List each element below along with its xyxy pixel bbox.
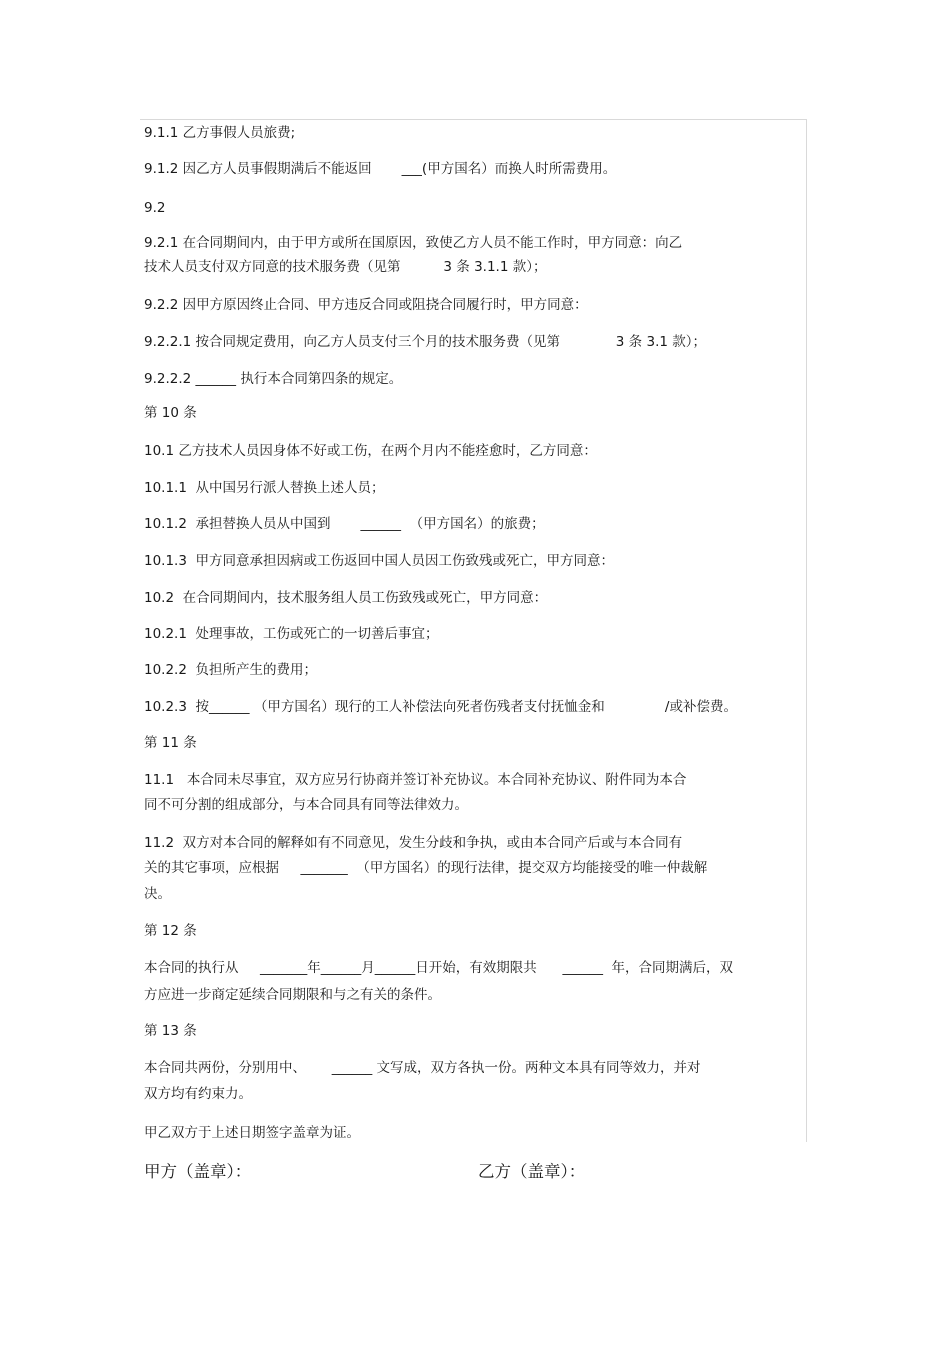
closing-statement: 甲乙双方于上述日期签字盖章为证。 <box>144 1125 360 1141</box>
clause-10-1-2: 10.1.2 承担替换人员从中国到 ______ （甲方国名）的旅费； <box>144 516 545 532</box>
article-11-heading: 第 11 条 <box>144 735 197 751</box>
clause-10-1-1: 10.1.1 从中国另行派人替换上述人员； <box>144 480 385 496</box>
clause-13-line1: 本合同共两份，分别用中、 ______ 文写成，双方各执一份。两种文本具有同等效力，并对 <box>144 1060 701 1076</box>
article-12-heading: 第 12 条 <box>144 923 197 939</box>
clause-10-2-3: 10.2.3 按______ （甲方国名）现行的工人补偿法向死者伤残者支付抚恤金和 /或补偿费。 <box>144 699 737 715</box>
clause-13-line2: 双方均有约束力。 <box>144 1086 252 1102</box>
article-10-heading: 第 10 条 <box>144 405 197 421</box>
clause-10-2-1: 10.2.1 处理事故，工伤或死亡的一切善后事宜； <box>144 626 439 642</box>
article-13-heading: 第 13 条 <box>144 1023 197 1039</box>
clause-10-2: 10.2 在合同期间内，技术服务组人员工伤致残或死亡，甲方同意： <box>144 590 548 606</box>
clause-12-line1: 本合同的执行从 _______年______月______日开始，有效期限共 ______ 年，合同期满后，双 <box>144 960 734 976</box>
clause-12-line2: 方应进一步商定延续合同期限和与之有关的条件。 <box>144 987 441 1003</box>
clause-11-2-line2: 关的其它事项，应根据 _______ （甲方国名）的现行法律，提交双方均能接受的唯一仲裁解 <box>144 860 708 876</box>
clause-9-2-2-1: 9.2.2.1 按合同规定费用，向乙方人员支付三个月的技术服务费（见第 3 条 3.1 款）； <box>144 334 706 350</box>
clause-11-1-line1: 11.1 本合同未尽事宜，双方应另行协商并签订补充协议。本合同补充协议、附件同为本合 <box>144 772 687 788</box>
clause-10-1: 10.1 乙方技术人员因身体不好或工伤，在两个月内不能痊愈时，乙方同意： <box>144 443 597 459</box>
clause-9-2: 9.2 <box>144 200 166 216</box>
clause-9-2-1-line1: 9.2.1 在合同期间内，由于甲方或所在国原因，致使乙方人员不能工作时，甲方同意：向乙 <box>144 235 683 251</box>
clause-9-2-2-2: 9.2.2.2 ______ 执行本合同第四条的规定。 <box>144 371 403 387</box>
clause-9-2-2: 9.2.2 因甲方原因终止合同、甲方违反合同或阻挠合同履行时，甲方同意： <box>144 297 588 313</box>
clause-11-2-line3: 决。 <box>144 886 171 902</box>
clause-10-1-3: 10.1.3 甲方同意承担因病或工伤返回中国人员因工伤致残或死亡，甲方同意： <box>144 553 615 569</box>
clause-9-1-2: 9.1.2 因乙方人员事假期满后不能返回 ___(甲方国名）而换人时所需费用。 <box>144 161 617 177</box>
clause-11-2-line1: 11.2 双方对本合同的解释如有不同意见，发生分歧和争执，或由本合同产后或与本合同有 <box>144 835 683 851</box>
clause-9-2-1-line2: 技术人员支付双方同意的技术服务费（见第 3 条 3.1.1 款）； <box>144 259 547 275</box>
clause-9-1-1: 9.1.1 乙方事假人员旅费; <box>144 125 296 141</box>
party-a-seal-label: 甲方（盖章）： <box>144 1162 252 1181</box>
clause-10-2-2: 10.2.2 负担所产生的费用； <box>144 662 318 678</box>
party-b-seal-label: 乙方（盖章）： <box>478 1162 586 1181</box>
clause-11-1-line2: 同不可分割的组成部分，与本合同具有同等法律效力。 <box>144 797 468 813</box>
